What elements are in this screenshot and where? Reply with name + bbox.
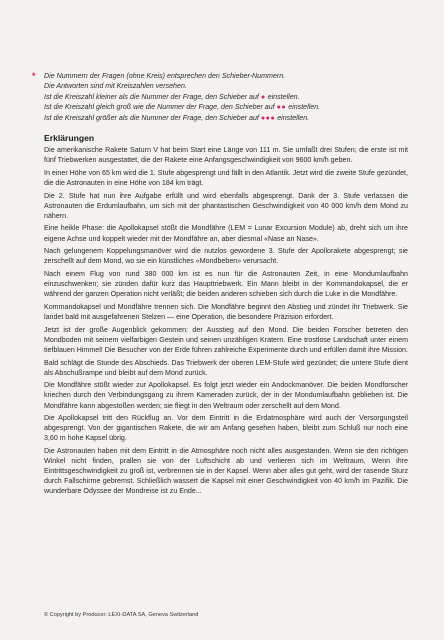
note-line: Die Antworten sind mit Kreiszahlen versehen. bbox=[44, 82, 187, 91]
paragraph: Nach einem Flug von rund 380 000 km ist es nun für die Astronauten Zeit, in eine Mondumlaufbahn einzuschwenken; sie zünden dafür kurz das Haupttriebwerk. Ein Mann bleibt in der Kommandokapsel, die er während der ganzen Operation nicht verläßt; die beiden anderen schieben sich durch die Luke in die Mondfähre. bbox=[44, 270, 408, 299]
paragraph: Eine heikle Phase: die Apollokapsel stößt die Mondfähre (LEM = Lunar Excursion Module) ab, dreht sich um ihre eigene Achse und koppelt wieder mit der Mondfähre an, aber diesmal «Nase an Nase». bbox=[44, 224, 408, 243]
paragraph: Die Astronauten haben mit dem Eintritt in die Atmosphäre noch nicht alles ausgestanden. Wenn sie den richtigen Winkel nicht finden, prallen sie von der Luftschicht ab und verlieren sich im Weltraum. Wenn ihre Eintrittsgeschwindigkeit zu groß ist, verbrennen sie in der Kapsel. Wenn aber alles gut geht, wird der rasende Sturz durch Fallschirme gebremst. Schließlich wassert die Kapsel mit einer Geschwindigkeit von 40 km/h im Pazifik. Die wunderbare Odyssee der Mondreise ist zu Ende... bbox=[44, 447, 408, 496]
paragraph: Die Mondfähre stößt wieder zur Apollokapsel. Es folgt jetzt wieder ein Andockmanöver. Die beiden Mondforscher kriechen durch den Verbindungsgang zu ihrem Kameraden zurück, der in der Mondumlaufbahn geblieben ist. Die Mondfähre kann abgestoßen werden; sie fliegt in den Weltraum oder zerschellt auf dem Mond. bbox=[44, 381, 408, 410]
note-line: Ist die Kreiszahl gleich groß wie die Nummer der Frage, den Schieber auf ●● einstellen. bbox=[44, 103, 321, 112]
paragraph: Bald schlägt die Stunde des Abschieds. Das Triebwerk der oberen LEM-Stufe wird gezündet; die untere Stufe dient als Abschußrampe und bleibt auf dem Mond zurück. bbox=[44, 358, 408, 377]
asterisk-icon: * bbox=[32, 71, 36, 81]
paragraph: Jetzt ist der große Augenblick gekommen: der Ausstieg auf den Mond. Die beiden Forscher betreten den Mondboden mit seinem vielfarbigen Gestein und seinen unzähligen Kratern. Eine trostlose Landschaft unter einem tiefblauen Himmel! Die Besucher von der Erde führen zahlreiche Experimente durch und erfüllen damit ihre Mission. bbox=[44, 325, 408, 354]
dot-marker-icon: ●● bbox=[276, 103, 287, 112]
paragraph: Die Apollokapsel tritt den Rückflug an. Vor dem Eintritt in die Erdatmosphäre wird auch der Versorgungsteil abgesprengt. Von der gigantischen Rakete, die wir am Anfang gesehen haben, bleibt zum Schluß nur noch eine 3,60 m hohe Kapsel übrig. bbox=[44, 414, 408, 443]
dot-marker-icon: ● bbox=[260, 92, 266, 101]
explanation-body bbox=[44, 145, 408, 499]
paragraph: Die 2. Stufe hat nun ihre Aufgabe erfüllt und wird ebenfalls abgesprengt. Dank der 3. Stufe verlassen die Astronauten die Erdumlaufbahn, um sich mit der phantastischen Geschwindigkeit von 40 000 km/h dem Mond zu nähern. bbox=[44, 191, 408, 220]
dot-marker-icon: ●●● bbox=[260, 113, 276, 122]
copyright-footer: © Copyright by Producer: LEXI-DATA SA, Geneva Switzerland bbox=[44, 612, 199, 618]
paragraph: Nach gelungenem Koppelungsmanöver wird die nutzlos gewordene 3. Stufe der Apollorakete abgesprengt; sie zerschellt auf dem Mond, wo sie ein künstliches «Mondbeben» verursacht. bbox=[44, 247, 408, 266]
note-line: Die Nummern der Fragen (ohne Kreis) entsprechen den Schieber-Nummern. bbox=[44, 72, 286, 80]
note-line: Ist die Kreiszahl kleiner als die Nummer der Frage, den Schieber auf ● einstellen. bbox=[44, 92, 300, 101]
instructions-note bbox=[32, 71, 404, 123]
paragraph: In einer Höhe von 65 km wird die 1. Stufe abgesprengt und fällt in den Atlantik. Jetzt wird die zweite Stufe gezündet, die die Astronauten in eine Höhe von 184 km trägt. bbox=[44, 168, 408, 187]
paragraph: Kommandokapsel und Mondfähre trennen sich. Die Mondfähre beginnt den Abstieg und zündet ihr Triebwerk. Sie landet bald mit ausgefahrenen Stelzen — eine Operation, die besondere Präzision erfordert. bbox=[44, 302, 408, 321]
note-line: Ist die Kreiszahl größer als die Nummer der Frage, den Schieber auf ●●● einstellen. bbox=[44, 113, 310, 122]
paragraph: Die amerikanische Rakete Saturn V hat beim Start eine Länge von 111 m. Sie umfaßt drei Stufen; die erste ist mit fünf Triebwerken ausgestattet, die der Rakete eine Anfangsgeschwindigkeit von 9600 km/h geben. bbox=[44, 146, 408, 165]
section-title: Erklärungen bbox=[44, 133, 95, 143]
